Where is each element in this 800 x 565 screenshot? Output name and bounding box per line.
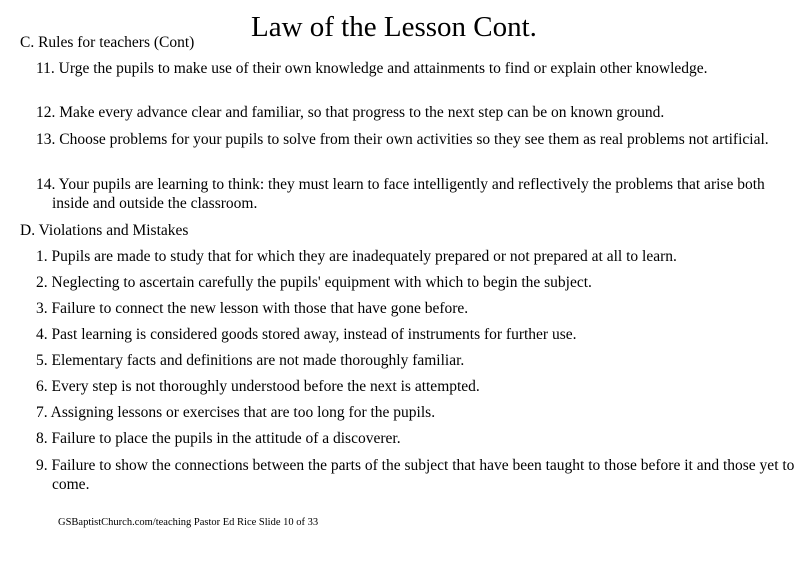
section-c-heading: C. Rules for teachers (Cont) [20,34,195,51]
list-item-d-7: 7. Assigning lessons or exercises that are too long for the pupils. [36,404,436,421]
list-item-d-5: 5. Elementary facts and definitions are not made thoroughly familiar. [36,352,465,369]
section-d-heading: D. Violations and Mistakes [20,222,189,239]
list-item-c-11: 11. Urge the pupils to make use of their own knowledge and attainments to find or explain other knowledge. [36,60,708,77]
list-item-c-12: 12. Make every advance clear and familiar, so that progress to the next step can be on known ground. [36,104,665,121]
list-item-d-6: 6. Every step is not thoroughly understood before the next is attempted. [36,378,480,395]
slide-title: Law of the Lesson Cont. [251,11,537,43]
list-item-d-1: 1. Pupils are made to study that for which they are inadequately prepared or not prepared at all to learn. [36,248,677,265]
list-item-d-2: 2. Neglecting to ascertain carefully the pupils' equipment with which to begin the subject. [36,274,592,291]
list-item-d-4: 4. Past learning is considered goods stored away, instead of instruments for further use. [36,326,577,343]
list-item-c-13: 13. Choose problems for your pupils to solve from their own activities so they see them as real problems not artificial. [36,131,769,148]
list-item-d-9: 9. Failure to show the connections between the parts of the subject that have been taught to those before it and those yet to come. [36,457,795,493]
list-item-d-3: 3. Failure to connect the new lesson with those that have gone before. [36,300,469,317]
footer-credit: GSBaptistChurch.com/teaching Pastor Ed Rice Slide 10 of 33 [58,517,319,528]
list-item-d-8: 8. Failure to place the pupils in the attitude of a discoverer. [36,430,401,447]
list-item-c-14: 14. Your pupils are learning to think: they must learn to face intelligently and reflectively the problems that arise both inside and outside the classroom. [36,176,765,212]
